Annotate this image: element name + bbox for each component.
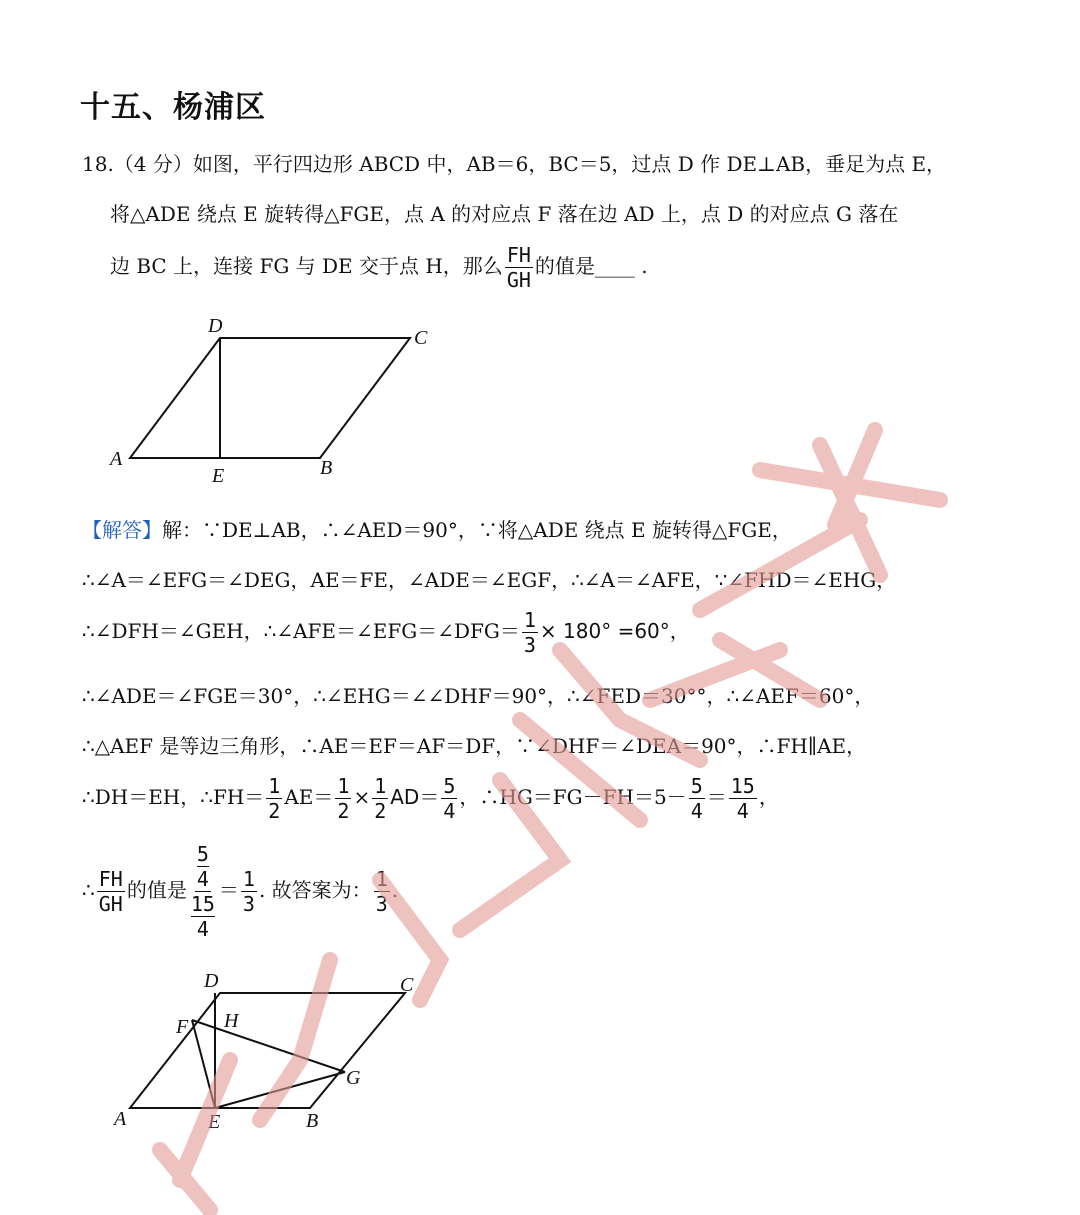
label-b: B xyxy=(320,457,333,479)
label-d: D xyxy=(208,315,223,337)
frac-den: 4 xyxy=(196,917,209,941)
solution-line-1-text: 解：∵DE⊥AB，∴∠AED＝90°，∵将△ADE 绕点 E 旋转得△FGE， xyxy=(162,518,792,542)
fraction xyxy=(241,867,257,916)
text-part: ＝ xyxy=(218,878,239,902)
question-line-3-text-b: 的值是____ . xyxy=(534,254,648,278)
fraction xyxy=(335,774,351,823)
label-a: A xyxy=(110,448,123,470)
frac-num: 5 xyxy=(196,842,209,866)
fraction xyxy=(441,774,457,823)
compound-den xyxy=(189,892,217,941)
fraction xyxy=(372,774,388,823)
solution-line-2: ∴∠A＝∠EFG＝∠DEG，AE＝FE，∠ADE＝∠EGF，∴∠A＝∠AFE，∵∠FHD＝∠EHG， xyxy=(82,568,897,592)
frac-num: 5 xyxy=(443,774,456,798)
solution-line-3-text-a: ∴∠DFH＝∠GEH，∴∠AFE＝∠EFG＝∠DFG＝ xyxy=(82,619,520,643)
label-g: G xyxy=(346,1067,361,1089)
frac-den: 4 xyxy=(736,799,749,823)
compound-fraction xyxy=(189,842,217,941)
solution-line-7 xyxy=(82,842,398,941)
solution-line-3 xyxy=(82,608,690,657)
frac-num: FH xyxy=(506,243,531,267)
label-d: D xyxy=(204,970,219,992)
frac-den: GH xyxy=(98,892,123,916)
text-part: AD＝ xyxy=(390,785,440,809)
parallelogram-abcd xyxy=(130,338,410,458)
frac-den: 4 xyxy=(690,799,703,823)
section-title: 十五、杨浦区 xyxy=(80,90,266,125)
figure-solution xyxy=(100,965,440,1140)
text-part: 的值是 xyxy=(126,878,187,902)
solution-line-4: ∴∠ADE＝∠FGE＝30°，∴∠EHG＝∠∠DHF＝90°，∴∠FED＝30°°，∴∠AEF＝60°， xyxy=(82,684,875,708)
frac-den: 3 xyxy=(375,892,388,916)
label-e: E xyxy=(208,1111,221,1133)
frac-num: 15 xyxy=(730,774,755,798)
frac-den: 4 xyxy=(196,867,209,891)
fraction-fh-gh xyxy=(97,867,125,916)
frac-den: 3 xyxy=(242,892,255,916)
frac-num: 1 xyxy=(337,774,350,798)
answer-tag: 【解答】 xyxy=(82,518,162,542)
fraction xyxy=(729,774,757,823)
label-h: H xyxy=(224,1010,239,1032)
text-part: ∴DH＝EH，∴FH＝ xyxy=(82,785,265,809)
text-part: ∴ xyxy=(82,878,95,902)
label-e: E xyxy=(212,465,225,487)
frac-num: 15 xyxy=(190,892,215,916)
question-line-3 xyxy=(110,243,648,292)
label-f: F xyxy=(176,1016,189,1038)
text-part: ， xyxy=(758,785,779,809)
solution-line-6 xyxy=(82,774,779,823)
parallelogram-abcd xyxy=(130,993,405,1108)
label-c: C xyxy=(414,327,428,349)
figure-parallelogram xyxy=(100,310,460,490)
text-part: × xyxy=(353,785,371,809)
fraction-fh-gh xyxy=(505,243,533,292)
text-part: . 故答案为： xyxy=(258,878,372,902)
question-line-2: 将△ADE 绕点 E 旋转得△FGE，点 A 的对应点 F 落在边 AD 上，点 D 的对应点 G 落在 xyxy=(110,202,899,226)
text-part: . xyxy=(391,878,399,902)
frac-den: 2 xyxy=(268,799,281,823)
question-line-1: 18.（4 分）如图，平行四边形 ABCD 中，AB＝6，BC＝5，过点 D 作 DE⊥AB，垂足为点 E， xyxy=(82,152,947,176)
compound-num xyxy=(195,842,211,892)
fraction xyxy=(689,774,705,823)
frac-num: 1 xyxy=(268,774,281,798)
solution-line-3-text-b: × 180° =60°， xyxy=(539,619,690,643)
frac-den: 2 xyxy=(374,799,387,823)
label-a: A xyxy=(114,1108,127,1130)
fraction xyxy=(266,774,282,823)
text-part: AE＝ xyxy=(284,785,334,809)
frac-num: 1 xyxy=(374,774,387,798)
text-part: ＝ xyxy=(706,785,727,809)
fraction-one-third xyxy=(522,608,538,657)
frac-num: 5 xyxy=(690,774,703,798)
solution-line-1 xyxy=(82,514,792,543)
text-part: ，∴HG＝FG－FH＝5－ xyxy=(459,785,687,809)
frac-num: 1 xyxy=(523,608,536,632)
question-line-3-text-a: 边 BC 上，连接 FG 与 DE 交于点 H，那么 xyxy=(110,254,503,278)
frac-den: 4 xyxy=(443,799,456,823)
solution-line-5: ∴△AEF 是等边三角形，∴AE＝EF＝AF＝DF，∵∠DHF＝∠DEA＝90°，∴FH∥AE， xyxy=(82,734,867,758)
segment-fe xyxy=(192,1020,215,1108)
label-c: C xyxy=(400,974,414,996)
label-b: B xyxy=(306,1110,319,1132)
frac-den: GH xyxy=(506,268,531,292)
frac-num: 1 xyxy=(375,867,388,891)
frac-num: FH xyxy=(98,867,123,891)
frac-den: 3 xyxy=(523,633,536,657)
frac-num: 1 xyxy=(242,867,255,891)
fraction xyxy=(374,867,390,916)
frac-den: 2 xyxy=(337,799,350,823)
